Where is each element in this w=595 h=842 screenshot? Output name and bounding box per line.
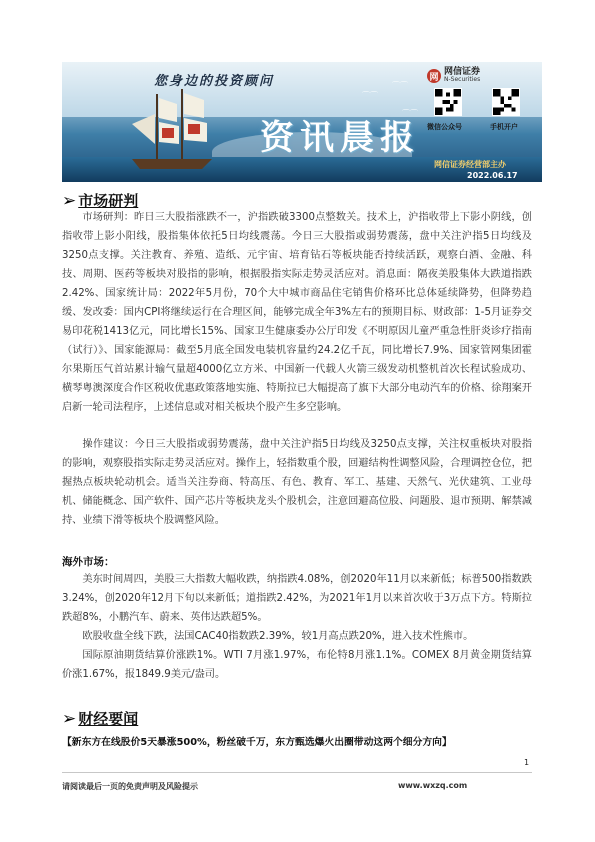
banner-slogan: 您身边的投资顾问 xyxy=(154,74,275,89)
section-heading-finance-news: ➢ 财经要闻 xyxy=(62,708,139,729)
arrow-right-icon: ➢ xyxy=(62,190,77,211)
account-qr-code[interactable] xyxy=(492,88,520,116)
section-heading-market-research: ➢ 市场研判 xyxy=(62,190,139,211)
account-qr-label: 手机开户 xyxy=(490,123,518,131)
banner-date: 2022.06.17 xyxy=(467,171,518,180)
market-research-paragraph: 市场研判：昨日三大股指涨跌不一，沪指跌破3300点整数关。技术上，沪指收带上下影小阴线，创指收带上影小阳线，股指集体依托5日均线震荡。今日三大股指或弱势震荡，盘中关注沪指5日均线及3250点支撑。关注教育、养殖、造纸、元宇宙、培育钻石等板块能否持续活跃，观察白酒、金融、科技、周期、医药等板块对股指的影响，根据股指实际走势灵活应对。消息面：隔夜美股集体大跌道指跌2.42%、国家统计局：2022年5月份，70个大中城市商品住宅销售价格环比总体延续降势，但降势趋缓、发改委：国内CPI将继续运行在合理区间，能够完成全年3%左右的预期目标、财政部：1-5月证券交易印花税1413亿元，同比增长15%、国家卫生健康委办公厅印发《不明原因儿童严重急性肝炎诊疗指南（试行）》、国家能源局：截至5月底全国发电装机容量约24.2亿千瓦，同比增长7.9%、国家管网集团霍尔果斯压气首站累计输气量超4000亿立方米、中国新一代载人火箭三级发动机整机首次长程试验成功、横琴粤澳深度合作区税收优惠政策落地实施、特斯拉已大幅提高了旗下大部分电动汽车的价格、徐翔案开启新一轮司法程序，上述信息或对相关板块个股产生多空影响。 xyxy=(62,212,532,413)
footer-divider xyxy=(62,772,532,773)
seagull-icon: ⌒⌒ xyxy=(392,81,408,90)
wechat-qr-label: 微信公众号 xyxy=(427,123,462,131)
page-number: 1 xyxy=(524,758,530,767)
seagull-icon: ⌒⌒ xyxy=(362,91,378,100)
footer-website-link[interactable]: www.wxzq.com xyxy=(398,781,468,790)
qr-code-icon xyxy=(493,89,519,115)
arrow-right-icon: ➢ xyxy=(62,708,77,729)
brand-logo-icon: 网 xyxy=(427,69,441,83)
brand-name-en: N-Securities xyxy=(444,76,481,83)
overseas-europe-paragraph: 欧股收盘全线下跌，法国CAC40指数跌2.39%，较1月高点跌20%，进入技术性熊市。 xyxy=(82,631,474,642)
banner-title: 资讯晨报 xyxy=(260,118,420,158)
operation-advice-paragraph: 操作建议：今日三大股指或弱势震荡，盘中关注沪指5日均线及3250点支撑，关注权重板块对股指的影响，观察股指实际走势灵活应对。操作上，轻指数重个股，回避结构性调整风险，合理调控仓位，把握热点板块轮动机会。适当关注券商、特高压、有色、教育、军工、基建、天然气、光伏建筑、工业母机、储能概念、国产软件、国产芯片等板块龙头个股机会，注意回避高位股、问题股、退市预期、解禁减持、业绩下滑等板块个股调整风险。 xyxy=(62,439,532,526)
qr-code-icon xyxy=(435,89,461,115)
header-banner xyxy=(62,62,542,182)
banner-department: 网信证券经营部主办 xyxy=(434,160,506,169)
overseas-commodity-paragraph: 国际原油期货结算价涨跌1%。WTI 7月涨1.97%，布伦特8月涨1.1%。COMEX 8月黄金期货结算价涨1.67%，报1849.9美元/盎司。 xyxy=(62,650,532,680)
sailing-ship-icon xyxy=(122,84,222,174)
overseas-us-paragraph: 美东时间周四，美股三大指数大幅收跌，纳指跌4.08%，创2020年11月以来新低；标普500指数跌3.24%，创2020年12月下旬以来新低；道指跌2.42%，为2021年1月以来首次收于3万点下方。特斯拉跌超8%，小鹏汽车、蔚来、英伟达跌超5%。 xyxy=(62,574,532,623)
brand-logo xyxy=(427,68,480,84)
brand-name-cn: 网信证券 xyxy=(444,67,481,77)
wechat-qr-code[interactable] xyxy=(434,88,462,116)
overseas-market-heading: 海外市场： xyxy=(62,556,115,568)
seagull-icon: ⌒⌒ xyxy=(402,109,418,118)
footer-disclaimer-link[interactable]: 请阅读最后一页的免责声明及风险提示 xyxy=(62,782,198,791)
news-headline[interactable]: 【新东方在线股价5天暴涨500%，粉丝破千万，东方甄选爆火出圈带动这两个细分方向】 xyxy=(62,737,452,748)
